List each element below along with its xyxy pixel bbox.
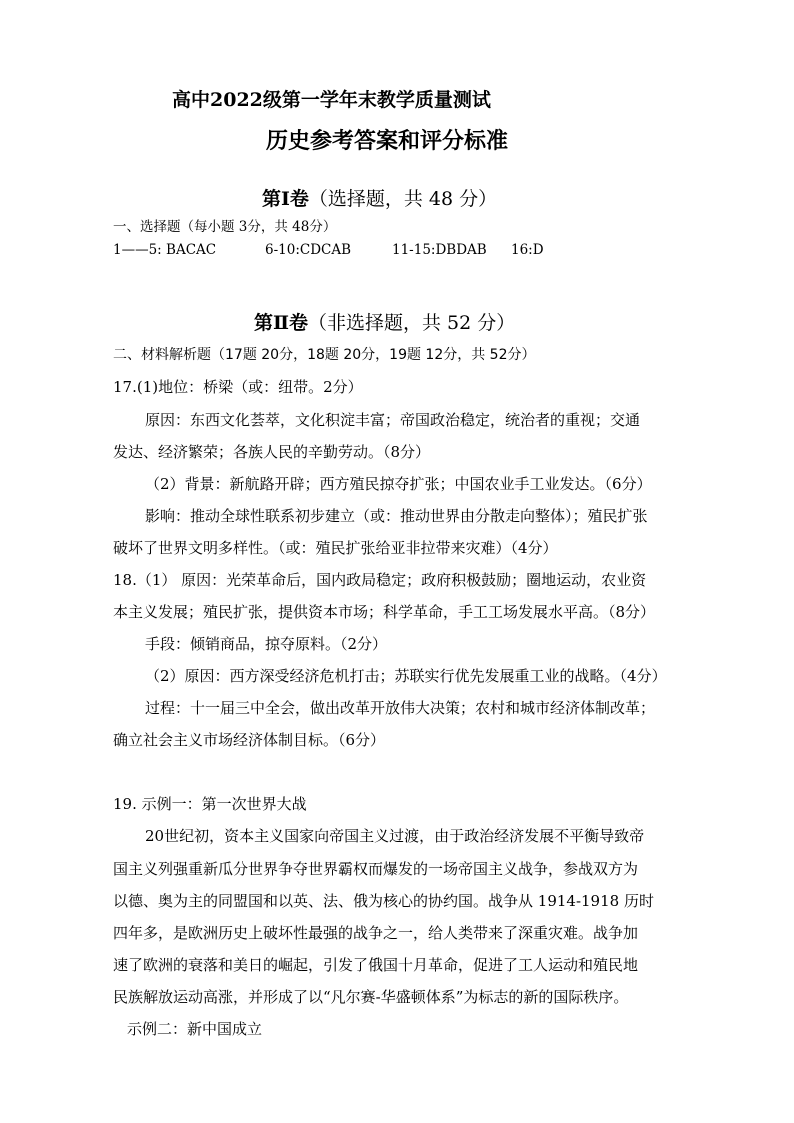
answer-17-2-background: （2）背景：新航路开辟；西方殖民掠夺扩张；中国农业手工业发达。（6分） [145, 475, 652, 493]
answer-18-2-process-cont: 确立社会主义市场经济体制目标。（6分） [113, 731, 386, 749]
answer-19-paragraph-line-2: 国主义列强重新瓜分世界争夺世界霸权而爆发的一场帝国主义战争，参战双方为 [113, 860, 639, 878]
answer-18-1-reason: 18.（1） 原因：光荣革命后，国内政局稳定；政府积极鼓励；圈地运动，农业资 [113, 571, 647, 589]
answer-17-1: 17.(1)地位：桥梁（或：纽带。2分） [113, 378, 363, 396]
answer-19-paragraph-line-6: 民族解放运动高涨，并形成了以“凡尔赛-华盛顿体系”为标志的新的国际秩序。 [113, 988, 629, 1006]
answer-19-paragraph-line-1: 20世纪初，资本主义国家向帝国主义过渡，由于政治经济发展不平衡导致帝 [145, 827, 645, 845]
mc-answer-1-5: 1——5: BACAC [113, 242, 217, 258]
answer-19-example-2: 示例二：新中国成立 [127, 1020, 263, 1038]
answer-18-1-means: 手段：倾销商品，掠夺原料。（2分） [145, 635, 388, 653]
document-subtitle: 历史参考答案和评分标准 [266, 128, 509, 154]
multiple-choice-heading: 一、选择题（每小题 3分，共 48分） [113, 219, 337, 235]
part-two-heading: 第Ⅱ卷（非选择题，共 52 分） [254, 312, 516, 334]
part-one-heading: 第Ⅰ卷（选择题，共 48 分） [262, 188, 498, 210]
answer-19-paragraph-line-3: 以德、奥为主的同盟国和以英、法、俄为核心的协约国。战争从 1914-1918 历时 [113, 892, 654, 910]
mc-answer-11-15: 11-15:DBDAB [392, 242, 487, 258]
answer-17-1-reason-cont: 发达、经济繁荣；各族人民的辛勤劳动。（8分） [113, 443, 431, 461]
analysis-section-heading: 二、材料解析题（17题 20分，18题 20分，19题 12分，共 52分） [113, 347, 536, 363]
answer-17-2-impact: 影响：推动全球性联系初步建立（或：推动世界由分散走向整体）；殖民扩张 [145, 507, 648, 525]
answer-19-paragraph-line-4: 四年多，是欧洲历史上破坏性最强的战争之一，给人类带来了深重灾难。战争加 [113, 924, 639, 942]
answer-17-2-impact-cont: 破坏了世界文明多样性。（或：殖民扩张给亚非拉带来灾难）（4分） [113, 539, 558, 557]
answer-19-paragraph-line-5: 速了欧洲的衰落和美日的崛起，引发了俄国十月革命，促进了工人运动和殖民地 [113, 956, 639, 974]
mc-answer-16: 16:D [511, 242, 544, 258]
document-title: 高中2022级第一学年末教学质量测试 [172, 89, 491, 111]
mc-answer-6-10: 6-10:CDCAB [265, 242, 352, 258]
answer-18-2-process: 过程：十一届三中全会，做出改革开放伟大决策；农村和城市经济体制改革； [145, 699, 656, 717]
answer-18-2-reason: （2）原因：西方深受经济危机打击；苏联实行优先发展重工业的战略。（4分） [145, 667, 667, 685]
answer-18-1-reason-cont: 本主义发展；殖民扩张，提供资本市场；科学革命，手工工场发展水平高。（8分） [113, 603, 656, 621]
answer-19-example-1: 19. 示例一：第一次世界大战 [113, 795, 307, 813]
answer-17-1-reason: 原因：东西文化荟萃，文化积淀丰富；帝国政治稳定，统治者的重视；交通 [145, 411, 641, 429]
